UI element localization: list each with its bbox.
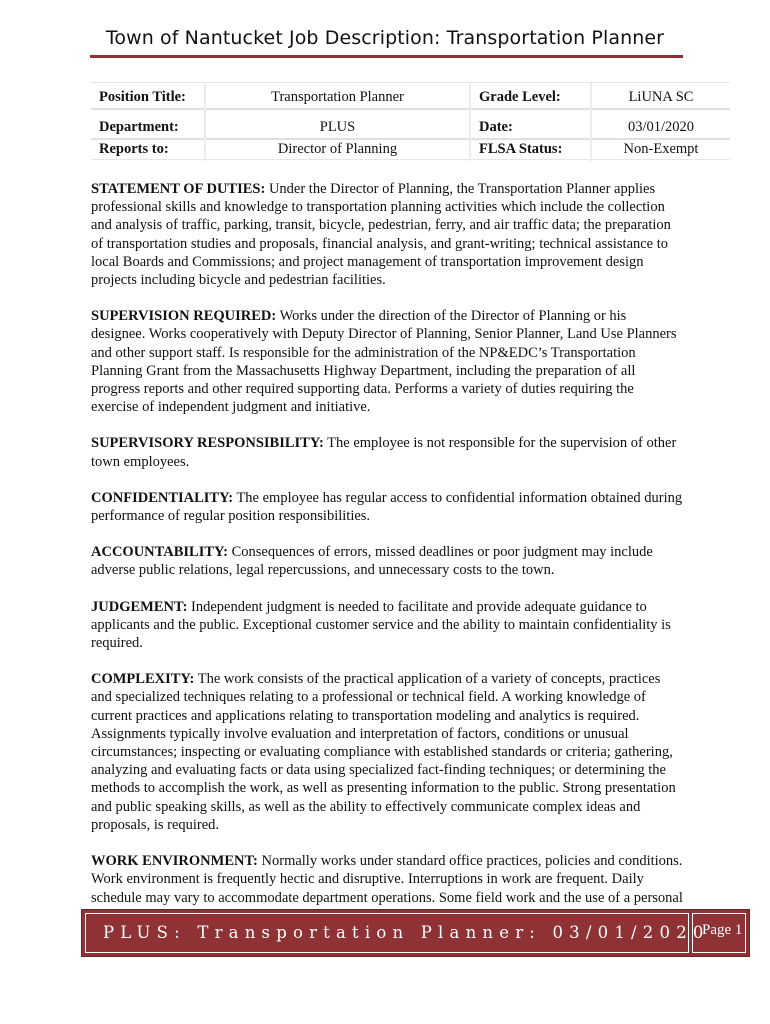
section-text: Works under the direction of the Director of Planning or his designee. Works cooperatively with Deputy Director of Planning, Senior Planner, Land Use Planners and other support staff. Is responsible for the administration of the NP&EDC’s Transportation Planning Grant from the Massachusetts Highway Department, including the preparation of all progress reports and other required supporting data. Performs a variety of duties requiring the exercise of independent judgment and initiative. [91, 308, 677, 416]
section-text: Normally works under standard office practices, policies and conditions. Work environment is frequently hectic and disruptive. Interruptions in work are frequent. Daily schedule may vary to accommodate department operations. Some field work and the use of a personal [91, 853, 683, 906]
info-row-position [91, 86, 730, 108]
title-rule [90, 55, 683, 58]
reports-to-value: Director of Planning [277, 141, 398, 157]
footer-title: PLUS: Transportation Planner: 03/01/2020 [103, 923, 710, 942]
section-text: The employee is not responsible for the supervision of other town employees. [91, 435, 677, 470]
department-value: PLUS [206, 116, 469, 138]
section-heading: WORK ENVIRONMENT: [91, 853, 258, 870]
date-value: 03/01/2020 [592, 116, 730, 138]
document-body [91, 180, 683, 943]
section-text: The employee has regular access to confidential information obtained during performance of regular position responsibilities. [91, 489, 683, 525]
section-supervisory-responsibility [91, 434, 683, 470]
info-row-department [91, 116, 730, 138]
flsa-status-value: Non-Exempt [623, 141, 699, 157]
info-row-reports-to [91, 138, 730, 160]
info-table [91, 82, 730, 160]
section-text: Under the Director of Planning, the Transportation Planner applies professional skills and knowledge to transportation planning activities which include the collection and analysis of traffic, parking, transit, bicycle, pedestrian, ferry, and air traffic data; the preparation of transportation studies and proposals, financial analysis, and grant-writing; technical assistance to local Boards and Commissions; and project management of transportation improvement design projects including bicycle and pedestrian facilities. [91, 181, 671, 289]
section-judgement [91, 598, 683, 653]
section-confidentiality [91, 489, 683, 525]
section-heading: CONFIDENTIALITY: [91, 489, 234, 506]
section-text: Consequences of errors, missed deadlines or poor judgment may include adverse public relations, legal repercussions, and unnecessary costs to the town. [91, 544, 653, 579]
reports-to-label: Reports to: [99, 141, 169, 157]
date-label: Date: [471, 116, 590, 138]
section-supervision-required [91, 307, 683, 416]
grade-level-value: LiUNA SC [592, 86, 730, 108]
flsa-status-label: FLSA Status: [479, 141, 563, 157]
grade-level-label: Grade Level: [471, 86, 590, 108]
footer-title-box [85, 913, 710, 953]
position-title-label: Position Title: [91, 86, 204, 108]
section-complexity [91, 670, 683, 834]
footer-page-box [692, 913, 746, 953]
section-heading: COMPLEXITY: [91, 671, 195, 688]
section-heading: SUPERVISION REQUIRED: [91, 308, 277, 325]
position-title-value: Transportation Planner [206, 86, 469, 108]
page-footer [81, 909, 750, 957]
section-heading: STATEMENT OF DUTIES: [91, 181, 266, 197]
department-label: Department: [91, 116, 204, 138]
page-title: Town of Nantucket Job Description: Transportation Planner [105, 27, 665, 49]
section-accountability [91, 543, 683, 579]
section-text: Independent judgment is needed to facilitate and provide adequate guidance to applicants and the public. Exceptional customer service and the ability to maintain confidentiality is required. [91, 598, 671, 652]
section-heading: JUDGEMENT: [91, 598, 188, 615]
section-text: The work consists of the practical application of a variety of concepts, practices and specialized techniques relating to a professional or technical field. A working knowledge of current practices and applications relating to transportation modeling and analytics is required. Assignments typically involve evaluation and interpretation of factors, conditions or unusual circumstances; inspecting or evaluating compliance with established standards or criteria; gathering, analyzing and evaluating facts or data using specialized fact-finding techniques; or determining the methods to accomplish the work, as well as presenting information to the public. Strong presentation and public speaking skills, as well as the ability to effectively communicate complex ideas and proposals, is required. [91, 671, 676, 833]
section-statement-of-duties [91, 180, 683, 289]
page-number: Page 1 [702, 922, 743, 938]
section-heading: SUPERVISORY RESPONSIBILITY: [91, 435, 324, 452]
section-heading: ACCOUNTABILITY: [91, 544, 228, 561]
